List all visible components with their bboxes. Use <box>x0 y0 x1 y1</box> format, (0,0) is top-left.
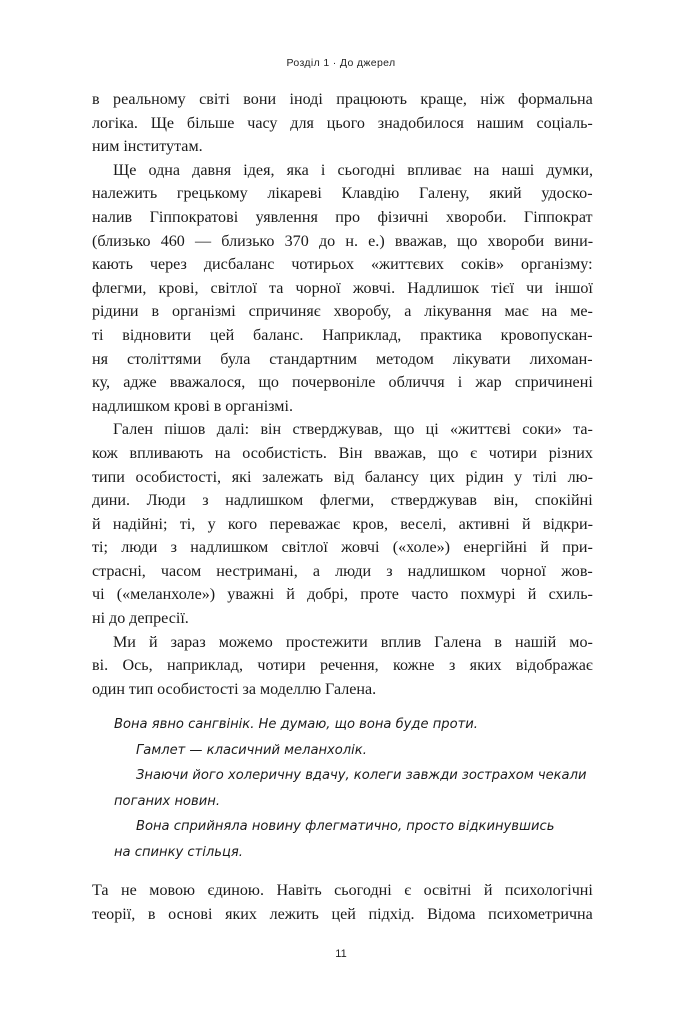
text-line <box>92 230 592 254</box>
line-text: кож впливають на особистість. Він вважав, що є чотири різних <box>92 444 593 462</box>
text-line <box>92 159 592 183</box>
line-text: Гален пішов далі: він стверджував, що ці «життєві соки» та- <box>113 421 593 439</box>
example-sentence-line: Вона явно сангвінік. Не думаю, що вона буде проти. <box>114 717 478 732</box>
page-number: 11 <box>335 948 347 960</box>
line-text: кають через дисбаланс чотирьох «життєвих соків» організму: <box>92 256 593 274</box>
paragraph <box>92 159 592 419</box>
text-line <box>92 466 592 490</box>
paragraph <box>92 631 592 702</box>
line-text: ку, адже вважалося, що почервоніле обличчя і жар спричинені <box>92 374 593 392</box>
text-line <box>92 88 592 112</box>
line-text: ня століттями була стандартним методом лікувати лихоман- <box>92 350 593 368</box>
line-text: рідини в організмі спричиняє хворобу, а лікування має на ме- <box>92 303 593 321</box>
line-text: теорії, в основі яких лежить цей підхід. Відома психометрична <box>92 905 593 923</box>
text-line <box>92 112 592 136</box>
line-text: Ще одна давня ідея, яка і сьогодні впливає на наші думки, <box>113 161 593 179</box>
line-text: надлишком крові в організмі. <box>92 397 293 415</box>
text-line <box>92 583 592 607</box>
text-line <box>92 395 592 419</box>
text-line <box>92 536 592 560</box>
text-line <box>92 300 592 324</box>
text-line <box>92 371 592 395</box>
text-line <box>92 253 592 277</box>
closing-paragraph <box>92 879 592 926</box>
line-text: логіка. Ще більше часу для цього знадобилося нашим соціаль- <box>92 114 593 132</box>
line-text: ні до депресії. <box>92 610 189 628</box>
line-text: Та не мовою єдиною. Навіть сьогодні є освітні й психологічні <box>92 882 593 899</box>
text-line <box>92 324 592 348</box>
line-text: типи особистості, які залежать від балансу цих рідин у тілі лю- <box>92 468 593 486</box>
example-sentence-line: на спинку стільця. <box>114 844 243 860</box>
line-text: належить грецькому лікареві Клавдію Галену, який удоско- <box>92 185 593 203</box>
line-text: чі («меланхоле») уважні й добрі, проте часто похмурі й схиль- <box>92 586 593 604</box>
line-text: (близько 460 — близько 370 до н. е.) вважав, що хвороби вини- <box>92 232 594 250</box>
text-line <box>92 631 592 655</box>
text-line <box>92 489 592 513</box>
line-text: й надійні; ті, у кого переважає кров, веселі, активні й відкри- <box>92 515 593 533</box>
line-text: налив Гіппократові уявлення про фізичні хвороби. Гіппократ <box>92 208 593 226</box>
text-line <box>92 182 592 206</box>
text-line <box>92 654 592 678</box>
paragraph <box>92 879 592 926</box>
line-text: дини. Люди з надлишком флегми, стверджував він, спокійні <box>92 492 593 510</box>
text-line <box>92 879 592 903</box>
line-text: ві. Ось, наприклад, чотири речення, кожне з яких відображає <box>92 657 593 675</box>
line-text: один тип особистості за моделлю Галена. <box>92 680 377 698</box>
text-line <box>92 442 592 466</box>
running-header: Розділ 1 · До джерел <box>286 57 396 69</box>
text-line <box>92 418 592 442</box>
line-text: ті відновити цей баланс. Наприклад, практика кровопускан- <box>92 326 593 344</box>
text-line <box>92 678 592 702</box>
example-sentence-line: Вона сприйняла новину флегматично, просто відкинувшись <box>136 819 555 835</box>
text-line <box>92 277 592 301</box>
example-sentence-line: Знаючи його холеричну вдачу, колеги завжди зострахом чекали <box>136 768 587 784</box>
line-text: в реальному світі вони іноді працюють краще, ніж формальна <box>92 91 593 108</box>
example-sentence-line: поганих новин. <box>114 793 220 809</box>
line-text: ті; люди з надлишком світлої жовчі («холе») енергійні й при- <box>92 539 593 557</box>
text-line <box>92 348 592 372</box>
line-text: ним інститутам. <box>92 138 203 156</box>
paragraph <box>92 88 592 159</box>
body-text-column <box>92 88 592 701</box>
text-line <box>92 135 592 159</box>
paragraph <box>92 418 592 630</box>
line-text: Ми й зараз можемо простежити вплив Галена в нашій мо- <box>113 633 593 651</box>
text-line <box>92 607 592 631</box>
line-text: страсні, часом нестримані, а люди з надлишком чорної жов- <box>92 562 593 580</box>
example-sentence-line: Гамлет — класичний меланхолік. <box>136 742 367 758</box>
text-line <box>92 903 592 927</box>
text-line <box>92 513 592 537</box>
text-line <box>92 206 592 230</box>
example-sentences-block <box>114 712 592 866</box>
line-text: флегми, крові, світлої та чорної жовчі. Надлишок тієї чи іншої <box>92 279 593 297</box>
text-line <box>92 560 592 584</box>
